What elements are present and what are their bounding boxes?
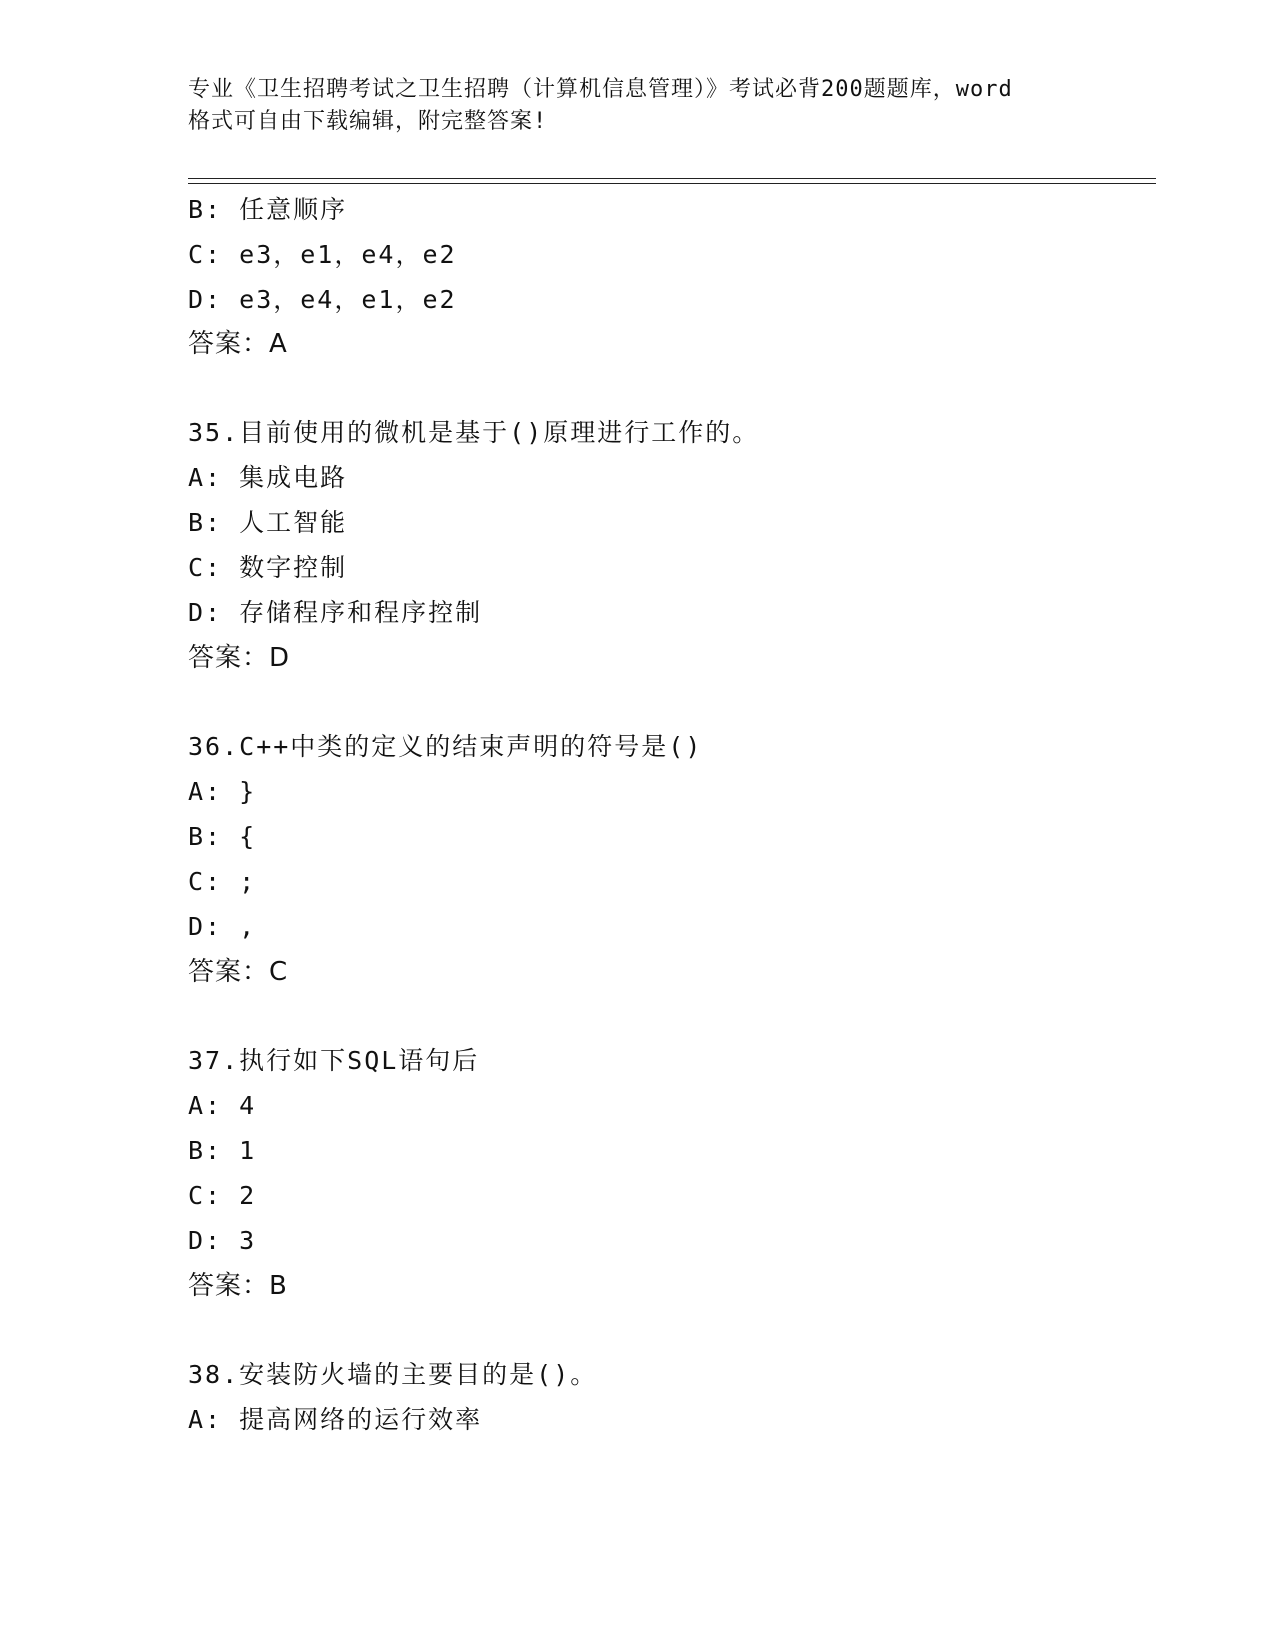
- answer: 答案：A: [188, 329, 288, 359]
- option-d: D: ,: [188, 912, 257, 941]
- option-d: D: e3，e4，e1，e2: [188, 285, 457, 314]
- option-d: D: 3: [188, 1226, 257, 1255]
- option-d: D: 存储程序和程序控制: [188, 598, 483, 627]
- header-line-2: 格式可自由下载编辑，附完整答案!: [188, 109, 548, 134]
- answer: 答案：C: [188, 957, 289, 987]
- header-divider-top: [188, 178, 1156, 179]
- question-stem: 37.执行如下SQL语句后: [188, 1046, 480, 1075]
- option-a: A: 集成电路: [188, 463, 348, 492]
- option-c: C: 数字控制: [188, 553, 348, 582]
- option-b: B: {: [188, 822, 257, 851]
- question-stem: 36.C++中类的定义的结束声明的符号是(): [188, 732, 703, 761]
- option-b: B: 1: [188, 1136, 257, 1165]
- option-c: C: ;: [188, 867, 257, 896]
- option-c: C: e3，e1，e4，e2: [188, 240, 457, 269]
- answer: 答案：D: [188, 643, 291, 673]
- question-stem: 35.目前使用的微机是基于()原理进行工作的。: [188, 418, 760, 447]
- answer: 答案：B: [188, 1271, 288, 1301]
- option-a: A: 提高网络的运行效率: [188, 1405, 483, 1434]
- option-b: B: 人工智能: [188, 508, 348, 537]
- option-a: A: 4: [188, 1091, 257, 1120]
- option-c: C: 2: [188, 1181, 257, 1210]
- header-divider-bottom: [188, 183, 1156, 184]
- document-header: [188, 74, 1088, 138]
- header-line-1: 专业《卫生招聘考试之卫生招聘（计算机信息管理）》考试必背200题题库，word: [188, 77, 1013, 102]
- option-a: A: }: [188, 777, 257, 806]
- option-b: B: 任意顺序: [188, 195, 348, 224]
- question-stem: 38.安装防火墙的主要目的是()。: [188, 1360, 598, 1389]
